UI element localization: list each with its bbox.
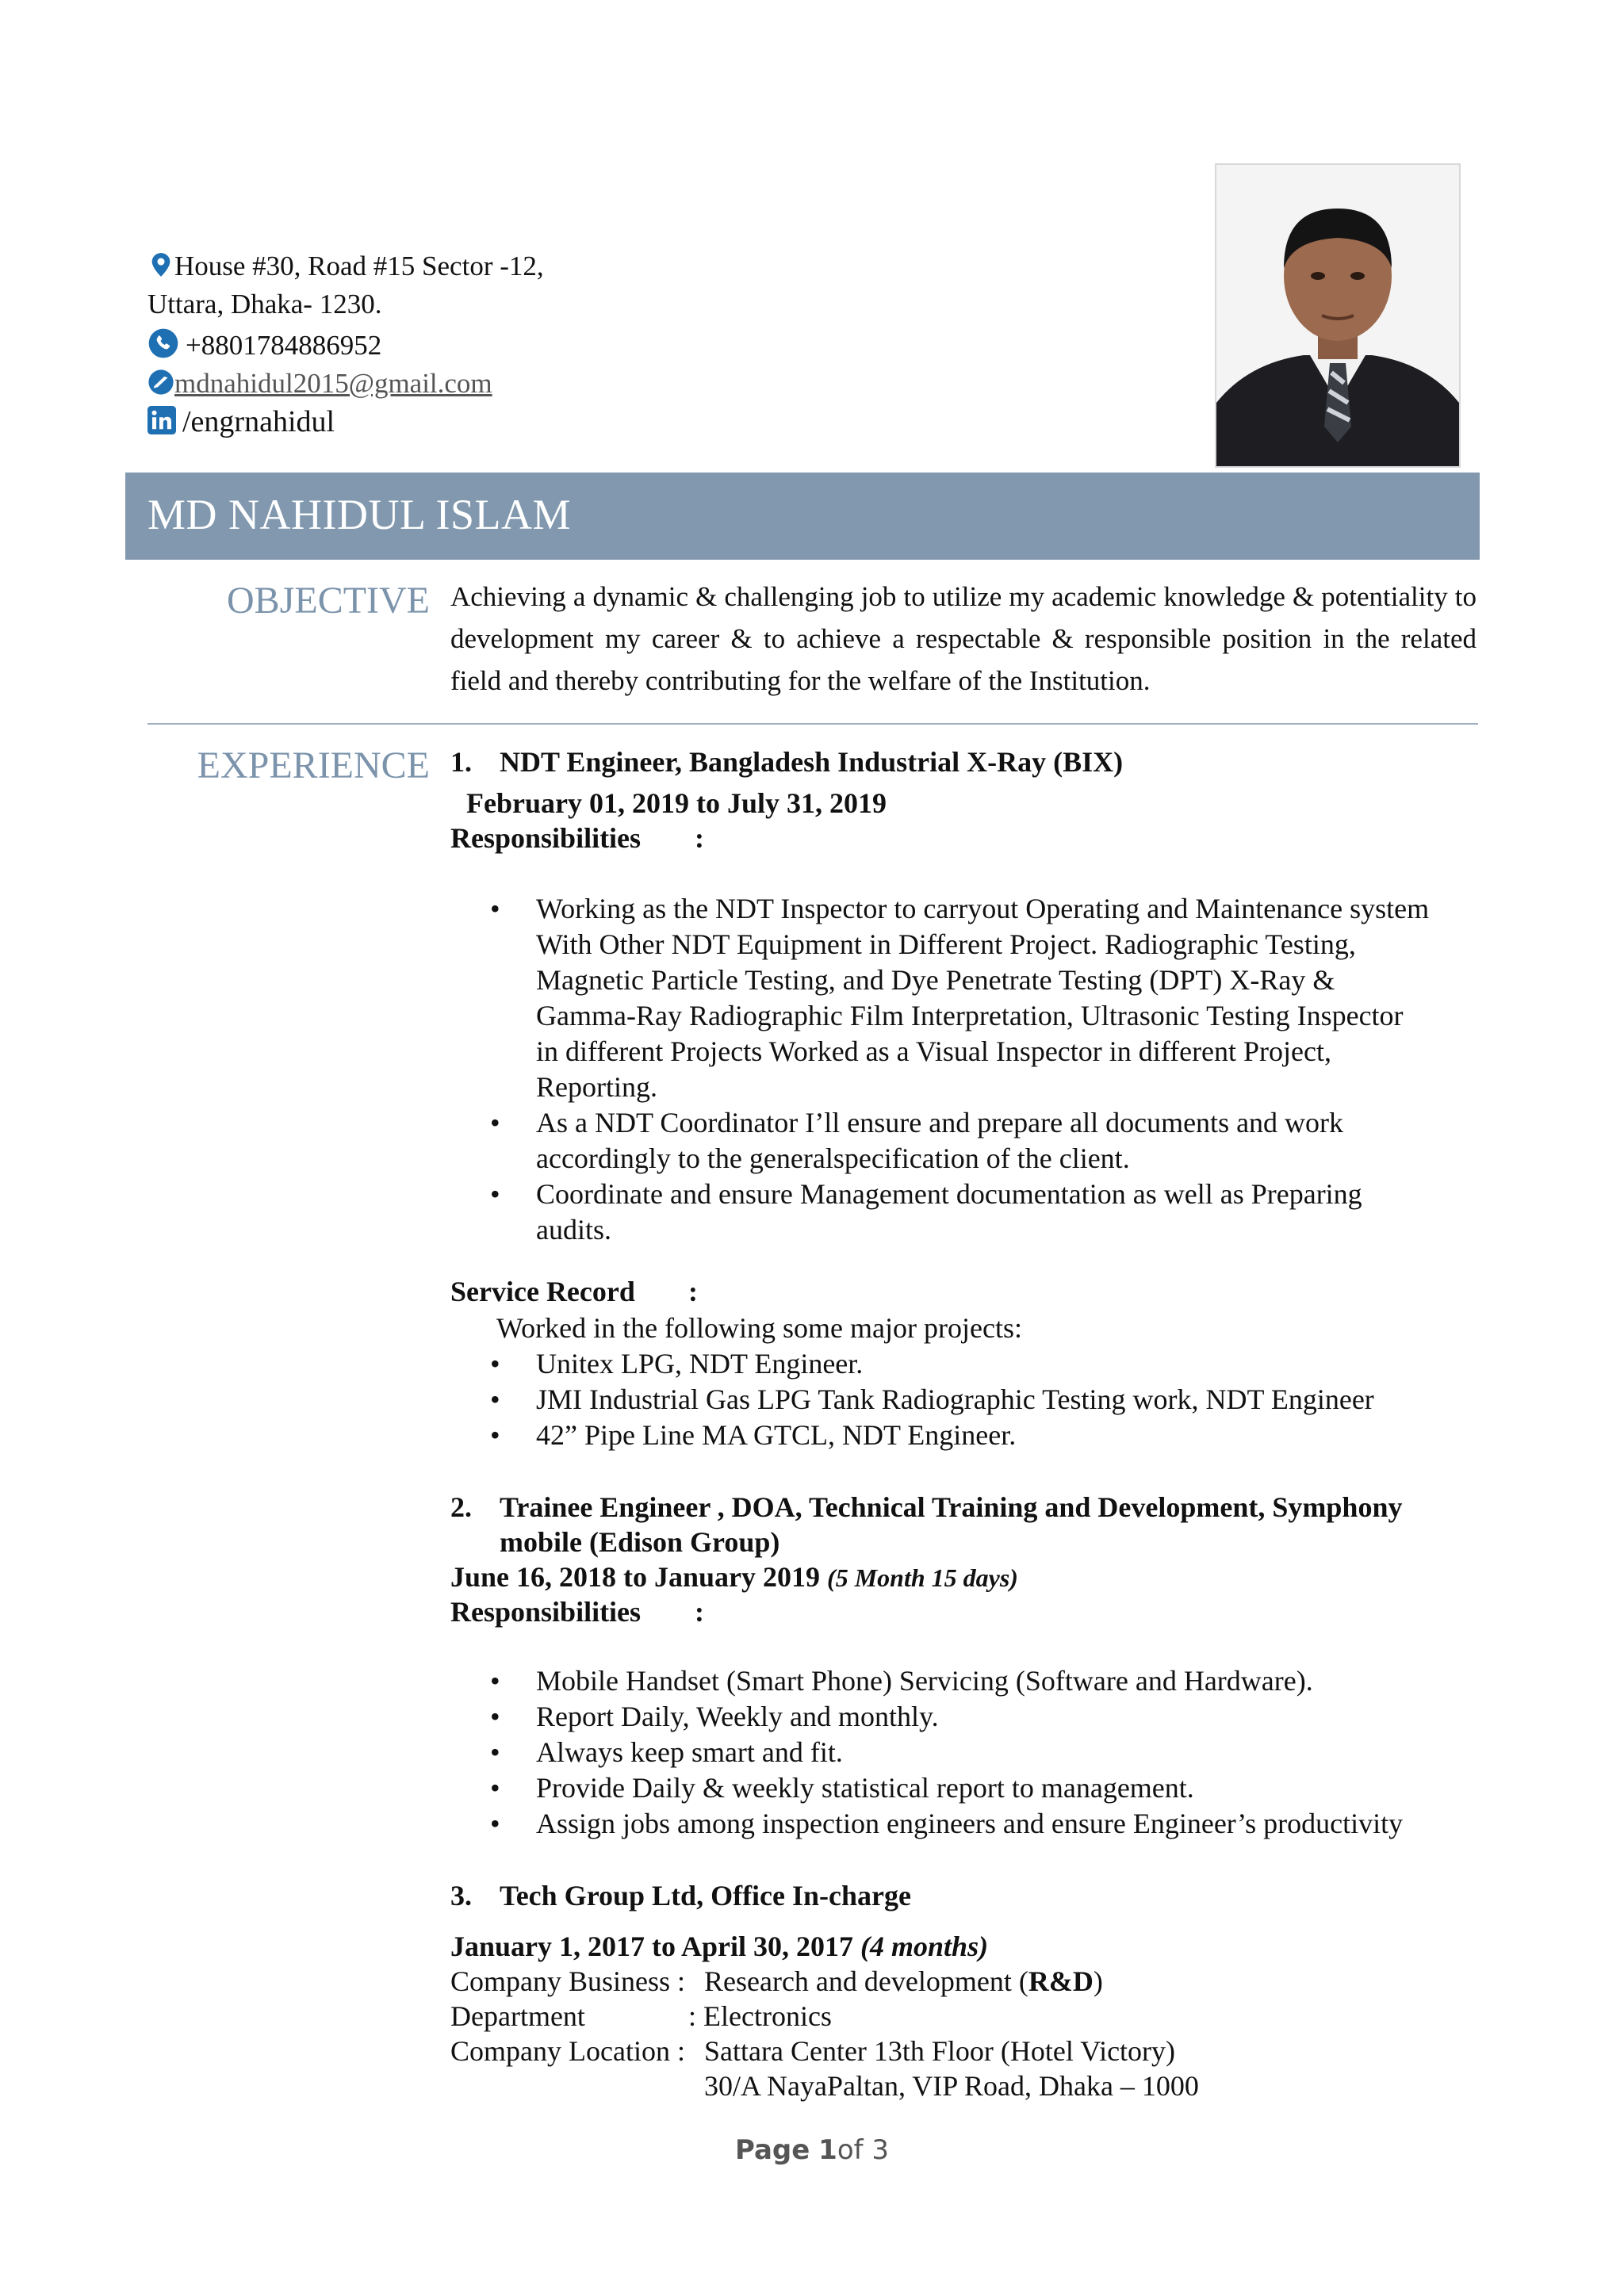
experience-heading: EXPERIENCE bbox=[197, 744, 430, 786]
job1-responsibility-item bbox=[450, 1105, 1481, 1141]
job2-responsibility-item bbox=[450, 1770, 1481, 1806]
address-line-1 bbox=[147, 247, 544, 285]
phone-number[interactable]: +8801784886952 bbox=[186, 330, 382, 361]
job3-department-label: Department bbox=[450, 2000, 585, 2032]
job2-duration: (5 Month 15 days) bbox=[827, 1563, 1018, 1592]
job3-number: 3. bbox=[450, 1880, 472, 1911]
job2-responsibility-text: Mobile Handset (Smart Phone) Servicing (Software and Hardware). bbox=[536, 1665, 1313, 1697]
job1-responsibility-item bbox=[450, 1177, 1481, 1212]
job2-responsibilities-colon: : bbox=[695, 1596, 704, 1628]
job1-title: NDT Engineer, Bangladesh Industrial X-Ray (BIX) bbox=[500, 746, 1124, 778]
job2-responsibility-text: Always keep smart and fit. bbox=[536, 1736, 843, 1768]
bullet-marker: • bbox=[490, 1772, 500, 1804]
job3-dates: January 1, 2017 to April 30, 2017 bbox=[450, 1931, 854, 1962]
job1-responsibility-text: Coordinate and ensure Management documentation as well as Preparing bbox=[536, 1178, 1362, 1210]
bullet-marker: • bbox=[490, 1348, 500, 1380]
email-link[interactable]: mdnahidul2015@gmail.com bbox=[174, 368, 492, 399]
bullet-marker: • bbox=[490, 1383, 500, 1415]
address-line-1-text: House #30, Road #15 Sector -12, bbox=[174, 251, 544, 281]
page-footer bbox=[0, 2134, 1624, 2166]
job1-number: 1. bbox=[450, 746, 472, 778]
job2-responsibility-text: Assign jobs among inspection engineers and ensure Engineer’s productivity bbox=[536, 1808, 1404, 1839]
page-number: 1 bbox=[818, 2134, 837, 2166]
address-line-2 bbox=[147, 285, 544, 323]
job1-project-item bbox=[450, 1346, 1481, 1382]
job3-location-line1: Sattara Center 13th Floor (Hotel Victory) bbox=[704, 2035, 1176, 2067]
job2-responsibilities-label: Responsibilities bbox=[450, 1596, 642, 1628]
linkedin-icon bbox=[147, 406, 176, 434]
address-line-2-text: Uttara, Dhaka- 1230. bbox=[147, 289, 382, 320]
job1-responsibility-text: As a NDT Coordinator I’ll ensure and prepare all documents and work bbox=[536, 1107, 1344, 1138]
job1-responsibility-text: Gamma-Ray Radiographic Film Interpretation, Ultrasonic Testing Inspector bbox=[536, 1000, 1404, 1031]
job3-duration: (4 months) bbox=[860, 1931, 989, 1962]
candidate-name: MD NAHIDUL ISLAM bbox=[147, 491, 571, 538]
job1-responsibility-text: Reporting. bbox=[536, 1071, 657, 1103]
job2-responsibility-list bbox=[450, 1663, 1481, 1842]
job1-project-item bbox=[450, 1382, 1481, 1418]
job1-responsibility-item bbox=[450, 1070, 1481, 1105]
job1-project-list bbox=[450, 1346, 1481, 1453]
job1-dates: February 01, 2019 to July 31, 2019 bbox=[466, 787, 887, 819]
job1-responsibility-item bbox=[450, 1034, 1481, 1070]
job1-responsibilities-colon: : bbox=[695, 822, 704, 854]
job3-business-bold: R&D bbox=[1028, 1965, 1094, 1997]
job3-business-close: ) bbox=[1093, 1965, 1103, 1997]
job3-business-value: Research and development ( bbox=[704, 1965, 1028, 1997]
section-divider bbox=[147, 723, 1478, 725]
location-pin-icon bbox=[147, 251, 174, 278]
job3-location-line2: 30/A NayaPaltan, VIP Road, Dhaka – 1000 bbox=[704, 2070, 1199, 2102]
job3-business-label: Company Business : bbox=[450, 1965, 686, 1997]
job1-responsibility-item bbox=[450, 891, 1481, 927]
bullet-marker: • bbox=[490, 893, 500, 924]
job2-responsibility-text: Provide Daily & weekly statistical report to management. bbox=[536, 1772, 1194, 1804]
job1-responsibility-item bbox=[450, 962, 1481, 998]
job1-responsibility-item bbox=[450, 927, 1481, 962]
job1-project-text: 42” Pipe Line MA GTCL, NDT Engineer. bbox=[536, 1419, 1017, 1451]
job2-responsibility-item bbox=[450, 1735, 1481, 1770]
job1-responsibility-item bbox=[450, 1141, 1481, 1177]
job1-responsibility-item bbox=[450, 998, 1481, 1034]
job2-responsibility-item bbox=[450, 1699, 1481, 1735]
job1-responsibility-text: Magnetic Particle Testing, and Dye Penetrate Testing (DPT) X-Ray & bbox=[536, 964, 1335, 996]
bullet-marker: • bbox=[490, 1107, 500, 1138]
page-of-total: of 3 bbox=[837, 2134, 890, 2166]
job3-title: Tech Group Ltd, Office In-charge bbox=[500, 1880, 911, 1911]
email-line bbox=[147, 365, 544, 403]
job1-responsibility-text: audits. bbox=[536, 1214, 611, 1246]
linkedin-line bbox=[147, 403, 544, 441]
bullet-marker: • bbox=[490, 1665, 500, 1697]
profile-photo bbox=[1215, 163, 1461, 468]
job2-responsibility-item bbox=[450, 1806, 1481, 1842]
job1-service-record-label: Service Record bbox=[450, 1276, 635, 1307]
email-icon bbox=[147, 369, 174, 396]
bullet-marker: • bbox=[490, 1736, 500, 1768]
job3-dates-line bbox=[450, 1930, 988, 1963]
job3-business-value-line bbox=[704, 1965, 1103, 1998]
job3-department-value: : Electronics bbox=[688, 2000, 832, 2032]
job2-responsibility-item bbox=[450, 1663, 1481, 1699]
job2-dates: June 16, 2018 to January 2019 bbox=[450, 1561, 821, 1593]
contact-block bbox=[147, 247, 544, 441]
bullet-marker: • bbox=[490, 1178, 500, 1210]
job3-location-label: Company Location : bbox=[450, 2035, 685, 2067]
job1-responsibility-item bbox=[450, 1212, 1481, 1248]
bullet-marker: • bbox=[490, 1419, 500, 1451]
linkedin-handle[interactable]: /engrnahidul bbox=[182, 405, 335, 438]
job1-project-item bbox=[450, 1418, 1481, 1453]
job2-responsibility-text: Report Daily, Weekly and monthly. bbox=[536, 1701, 939, 1732]
phone-icon bbox=[147, 327, 179, 359]
bullet-marker: • bbox=[490, 1808, 500, 1839]
job1-service-intro: Worked in the following some major projects: bbox=[496, 1312, 1022, 1344]
job2-number: 2. bbox=[450, 1491, 472, 1523]
job1-responsibility-text: in different Projects Worked as a Visual Inspector in different Project, bbox=[536, 1035, 1332, 1067]
job1-project-text: Unitex LPG, NDT Engineer. bbox=[536, 1348, 864, 1380]
name-banner bbox=[125, 473, 1480, 560]
job2-title-line1: Trainee Engineer , DOA, Technical Training and Development, Symphony bbox=[500, 1491, 1403, 1523]
job1-responsibility-list bbox=[450, 891, 1481, 1248]
profile-photo-illustration bbox=[1216, 165, 1459, 466]
job1-responsibility-text: Working as the NDT Inspector to carryout Operating and Maintenance system bbox=[536, 893, 1430, 924]
phone-line bbox=[147, 327, 544, 365]
job1-responsibilities-label: Responsibilities bbox=[450, 822, 642, 854]
objective-heading: OBJECTIVE bbox=[227, 580, 430, 622]
job1-service-record-colon: : bbox=[688, 1276, 698, 1307]
page-label: Page bbox=[734, 2134, 810, 2166]
job1-responsibility-text: accordingly to the generalspecification of the client. bbox=[536, 1142, 1130, 1174]
job2-dates-line bbox=[450, 1560, 1018, 1594]
job2-title-line2: mobile (Edison Group) bbox=[500, 1526, 780, 1558]
bullet-marker: • bbox=[490, 1701, 500, 1732]
job1-project-text: JMI Industrial Gas LPG Tank Radiographic Testing work, NDT Engineer bbox=[536, 1383, 1374, 1415]
job1-responsibility-text: With Other NDT Equipment in Different Project. Radiographic Testing, bbox=[536, 928, 1356, 960]
objective-text: Achieving a dynamic & challenging job to utilize my academic knowledge & potentiality to development my career & to achieve a respectable & responsible position in the related field and thereby contributing for the welfare of the Institution. bbox=[450, 581, 1477, 696]
